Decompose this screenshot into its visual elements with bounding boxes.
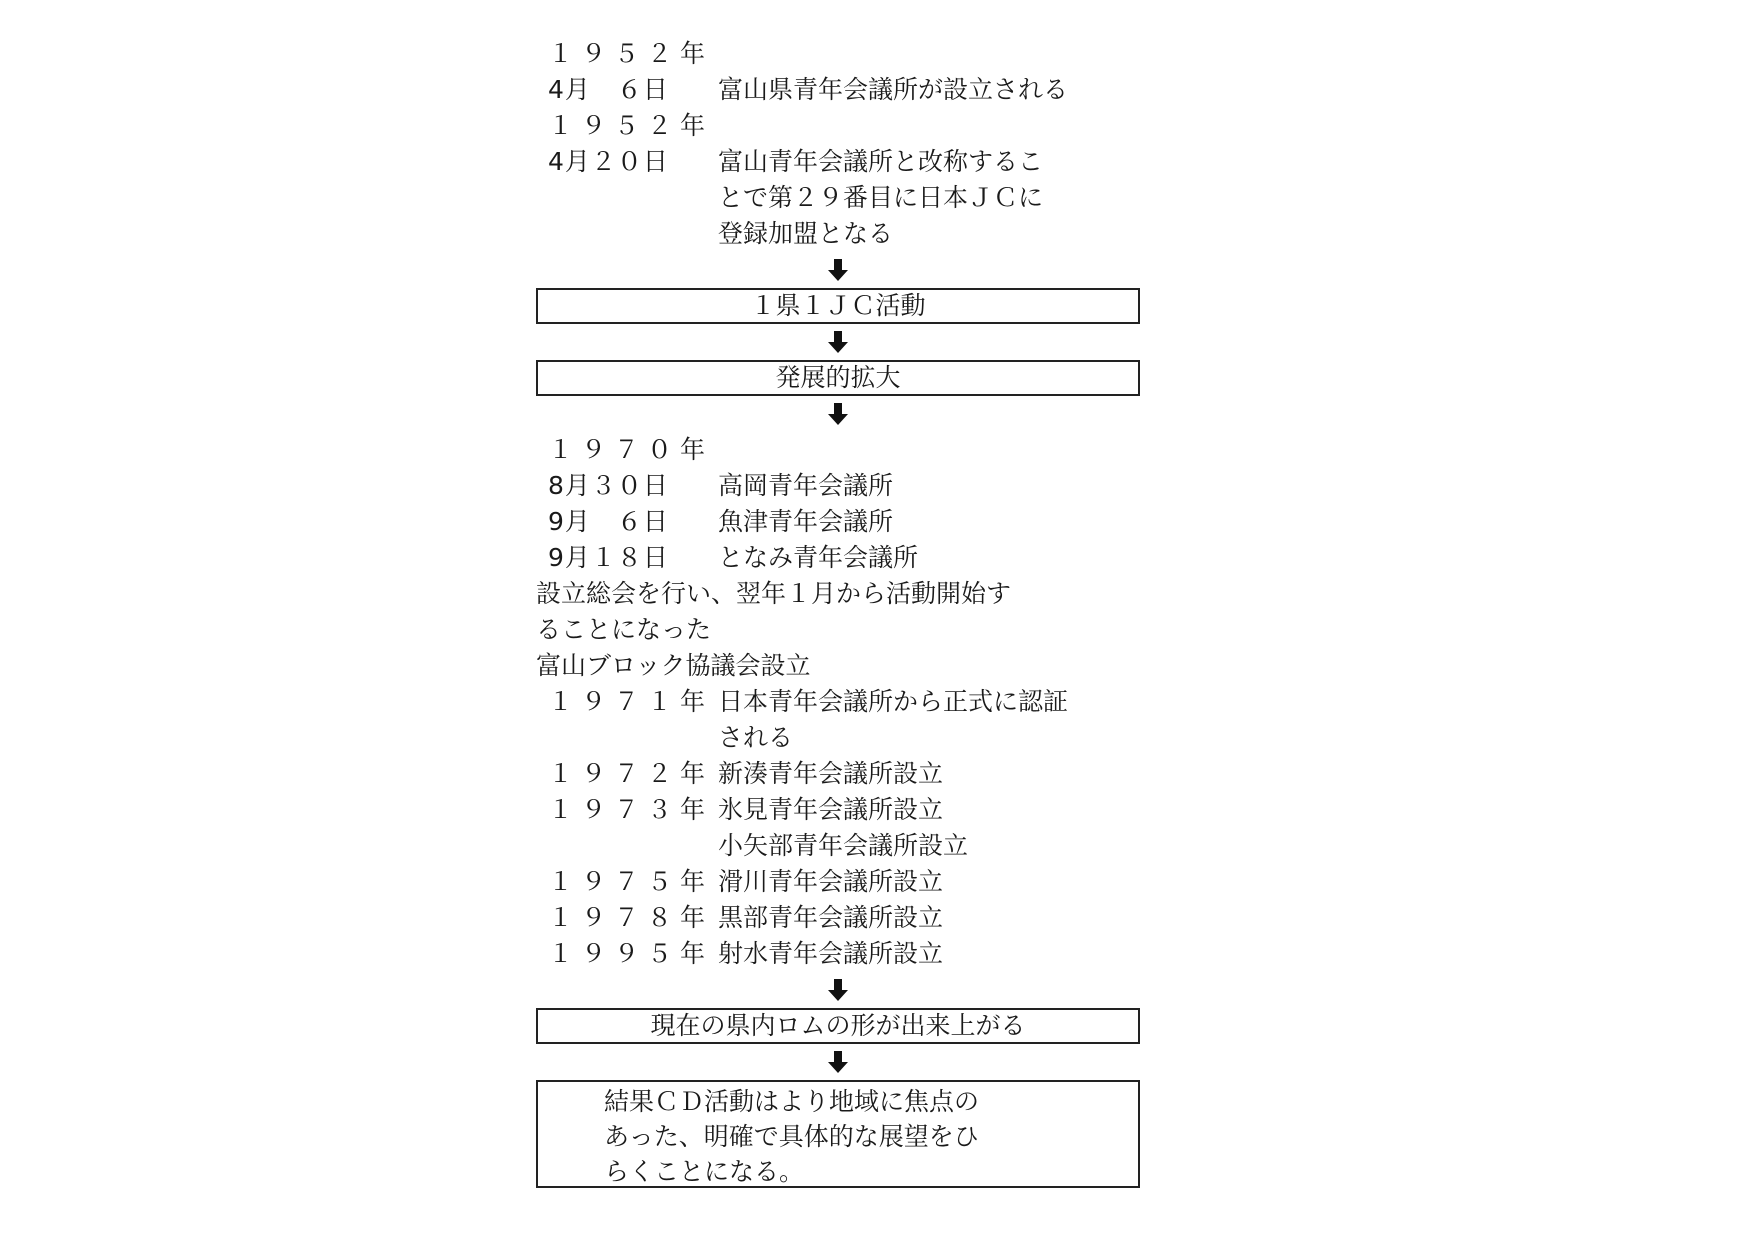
year-label: １９７２年: [548, 759, 714, 788]
year-label: １９７０年: [548, 435, 714, 464]
date-label: 4月２０日: [548, 147, 669, 176]
result-line: あった、明確で具体的な展望をひ: [604, 1122, 979, 1151]
note-line: 設立総会を行い、翌年１月から活動開始す: [536, 579, 1012, 608]
event-text: 高岡青年会議所: [718, 471, 894, 500]
year-label: １９７３年: [548, 795, 714, 824]
event-text: 登録加盟となる: [718, 219, 894, 248]
event-text: 黒部青年会議所設立: [718, 903, 944, 932]
event-text: 小矢部青年会議所設立: [718, 831, 969, 860]
timeline-row: [536, 504, 1140, 540]
event-text: される: [718, 723, 794, 752]
activity-box: １県１ＪＣ活動: [536, 288, 1140, 324]
note-line: 富山ブロック協議会設立: [536, 651, 811, 680]
result-box: [536, 1080, 1140, 1188]
event-text: 魚津青年会議所: [718, 507, 894, 536]
down-arrow-icon: [536, 972, 1140, 1008]
history-flowchart: [536, 36, 1140, 1188]
timeline-row: [536, 936, 1140, 972]
timeline-row: [536, 180, 1140, 216]
down-arrow-icon: [536, 1044, 1140, 1080]
event-text: 氷見青年会議所設立: [718, 795, 944, 824]
event-text: 新湊青年会議所設立: [718, 759, 944, 788]
down-arrow-icon: [536, 252, 1140, 288]
timeline-row: [536, 864, 1140, 900]
timeline-row: [536, 756, 1140, 792]
timeline-row: [536, 468, 1140, 504]
result-line: らくことになる。: [604, 1157, 805, 1186]
timeline-row: [536, 72, 1140, 108]
event-text: 日本青年会議所から正式に認証: [718, 687, 1069, 716]
event-text: とで第２９番目に日本ＪＣに: [718, 183, 1044, 212]
timeline-row: [536, 900, 1140, 936]
year-label: １９７５年: [548, 867, 714, 896]
timeline-row: [536, 144, 1140, 180]
timeline-row: [536, 684, 1140, 720]
year-label: １９７８年: [548, 903, 714, 932]
event-text: 滑川青年会議所設立: [718, 867, 944, 896]
event-text: 富山青年会議所と改称するこ: [718, 147, 1044, 176]
down-arrow-icon: [536, 324, 1140, 360]
timeline-row: [536, 432, 1140, 468]
event-text: 富山県青年会議所が設立される: [718, 75, 1069, 104]
note-line: ることになった: [536, 615, 712, 644]
expansion-box: 発展的拡大: [536, 360, 1140, 396]
event-text: 射水青年会議所設立: [718, 939, 944, 968]
timeline-row: [536, 792, 1140, 828]
date-label: 4月 ６日: [548, 75, 669, 104]
timeline-row: [536, 108, 1140, 144]
date-label: 9月 ６日: [548, 507, 669, 536]
timeline-row: [536, 216, 1140, 252]
year-label: １９７１年: [548, 687, 714, 716]
timeline-row: [536, 36, 1140, 72]
year-label: １９５２年: [548, 111, 714, 140]
date-label: 9月１８日: [548, 543, 669, 572]
year-label: １９９５年: [548, 939, 714, 968]
timeline-row: [536, 828, 1140, 864]
timeline-row: [536, 720, 1140, 756]
event-text: となみ青年会議所: [718, 543, 919, 572]
timeline-row: [536, 540, 1140, 576]
year-label: １９５２年: [548, 39, 714, 68]
down-arrow-icon: [536, 396, 1140, 432]
current-state-box: 現在の県内ロムの形が出来上がる: [536, 1008, 1140, 1044]
date-label: 8月３０日: [548, 471, 669, 500]
result-line: 結果ＣＤ活動はより地域に焦点の: [604, 1087, 980, 1116]
